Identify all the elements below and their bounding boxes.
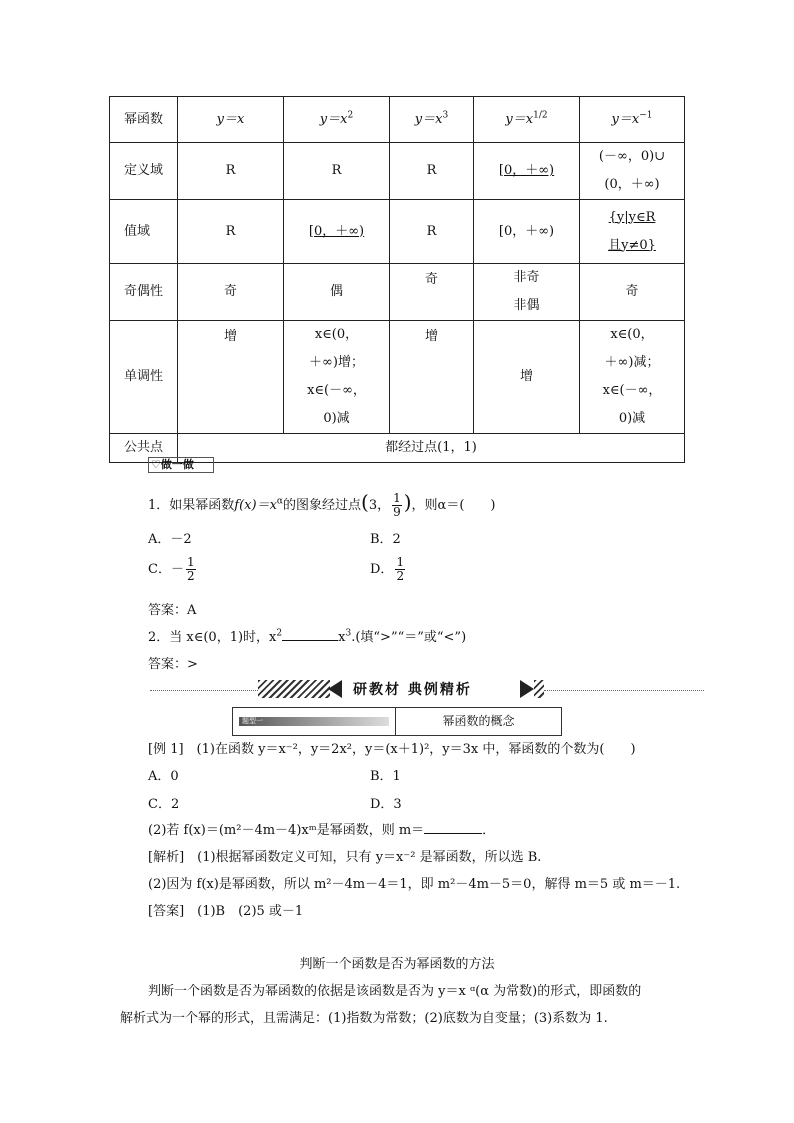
- method-paragraph-line-2: 解析式为一个幂的形式，且需满足：(1)指数为常数；(2)底数为自变量；(3)系数为 1.: [120, 1011, 608, 1026]
- method-paragraph-line-1: 判断一个函数是否为幂函数的依据是该函数是否为 y＝x ᵅ(α 为常数)的形式，即函数的: [148, 984, 642, 999]
- table-cell: 偶: [284, 264, 390, 321]
- blank-line: [282, 628, 338, 641]
- table-cell: R: [284, 143, 390, 200]
- banner-title: 研教材 典例精析: [353, 682, 472, 698]
- example-option-b: B．1: [370, 769, 401, 784]
- table-cell: x∈(0， ＋∞)增； x∈(－∞， 0)减: [284, 321, 390, 434]
- table-header-cell: $y=x^{1/2}$: [474, 97, 580, 143]
- table-header-cell: 幂函数: [110, 97, 178, 143]
- table-cell: R: [178, 143, 284, 200]
- method-title: 判断一个函数是否为幂函数的方法: [299, 957, 495, 972]
- question-2: 2．当 x∈(0，1)时，$x^2$ $x^3$.(填“>”“＝”或“<”): [148, 628, 467, 645]
- banner-arrow-right-icon: [520, 680, 534, 698]
- banner-stripe-right: [534, 680, 544, 698]
- example-option-d: D．3: [370, 797, 402, 812]
- table-header-cell: y＝x: [178, 97, 284, 143]
- table-cell: 增: [178, 321, 284, 434]
- example-option-c: C．2: [148, 797, 180, 812]
- table-header-cell: $y=x^2$: [284, 97, 390, 143]
- type-title: 幂函数的概念: [442, 714, 515, 728]
- table-row: [110, 321, 685, 434]
- answer-1: 答案：A: [148, 603, 197, 618]
- question-1: 1．如果幂函数$f(x)=x^\alpha$的图象经过点(3， $\frac{1}{9}$ )，则α＝( ): [148, 490, 496, 519]
- banner-dotted-rule-left: [150, 690, 258, 691]
- row-label: 奇偶性: [110, 264, 178, 321]
- table-cell: {y|y∈R 且y≠0}: [580, 200, 685, 264]
- analysis-line-1: [解析] (1)根据幂函数定义可知，只有 y＝x⁻² 是幂函数，所以选 B.: [148, 850, 542, 865]
- power-function-table: [109, 96, 685, 463]
- example-option-a: A．0: [148, 769, 179, 784]
- table-cell: 奇: [178, 264, 284, 321]
- table-cell: [0，＋∞): [474, 200, 580, 264]
- question-type-box: [232, 707, 562, 736]
- type-tag: 题型一: [233, 708, 396, 735]
- table-cell: (－∞，0)∪ (0，＋∞): [580, 143, 685, 200]
- table-cell: R: [390, 200, 474, 264]
- row-label: 值域: [110, 200, 178, 264]
- example-1-part-2: (2)若 f(x)＝(m²－4m－4)xᵐ是幂函数，则 m＝ ．: [148, 823, 496, 838]
- table-row: [110, 97, 685, 143]
- table-cell: 奇: [390, 264, 474, 321]
- table-cell: [0，＋∞): [284, 200, 390, 264]
- banner-dotted-rule-right: [544, 690, 704, 691]
- table-row: [110, 200, 685, 264]
- option-d: D． $\frac{1}{2}$: [370, 555, 405, 583]
- option-c: C．－ $\frac{1}{2}$: [148, 555, 195, 583]
- table-cell: R: [178, 200, 284, 264]
- table-cell: 奇: [580, 264, 685, 321]
- option-a: A．－2: [148, 532, 192, 547]
- option-b: B．2: [370, 532, 401, 547]
- table-cell: 增: [390, 321, 474, 434]
- row-label: 公共点: [110, 434, 178, 463]
- section-banner: [258, 678, 544, 700]
- blank-line: [424, 821, 482, 834]
- table-row: [110, 264, 685, 321]
- banner-stripe-left: [258, 680, 330, 698]
- table-cell: 非奇 非偶: [474, 264, 580, 321]
- table-cell: 都经过点(1，1): [178, 434, 685, 463]
- table-header-cell: $y=x^{-1}$: [580, 97, 685, 143]
- analysis-line-2: (2)因为 f(x)是幂函数，所以 m²－4m－4＝1，即 m²－4m－5＝0，解得 m＝5 或 m＝－1.: [148, 877, 681, 892]
- table-row: [110, 143, 685, 200]
- row-label: 定义域: [110, 143, 178, 200]
- answer-line: [答案] (1)B (2)5 或－1: [148, 904, 304, 919]
- table-cell: x∈(0， ＋∞)减； x∈(－∞， 0)减: [580, 321, 685, 434]
- row-label: 单调性: [110, 321, 178, 434]
- answer-2: 答案：>: [148, 657, 198, 672]
- table-cell: 增: [474, 321, 580, 434]
- practice-badge: ♡做一做: [148, 457, 214, 473]
- banner-arrow-left-icon: [328, 680, 342, 698]
- table-cell: R: [390, 143, 474, 200]
- table-header-cell: $y=x^3$: [390, 97, 474, 143]
- example-1-question: [例 1] (1)在函数 y＝x⁻²，y＝2x²，y＝(x＋1)²，y＝3x 中，幂函数的个数为( ): [148, 742, 636, 757]
- table-cell: [0，＋∞): [474, 143, 580, 200]
